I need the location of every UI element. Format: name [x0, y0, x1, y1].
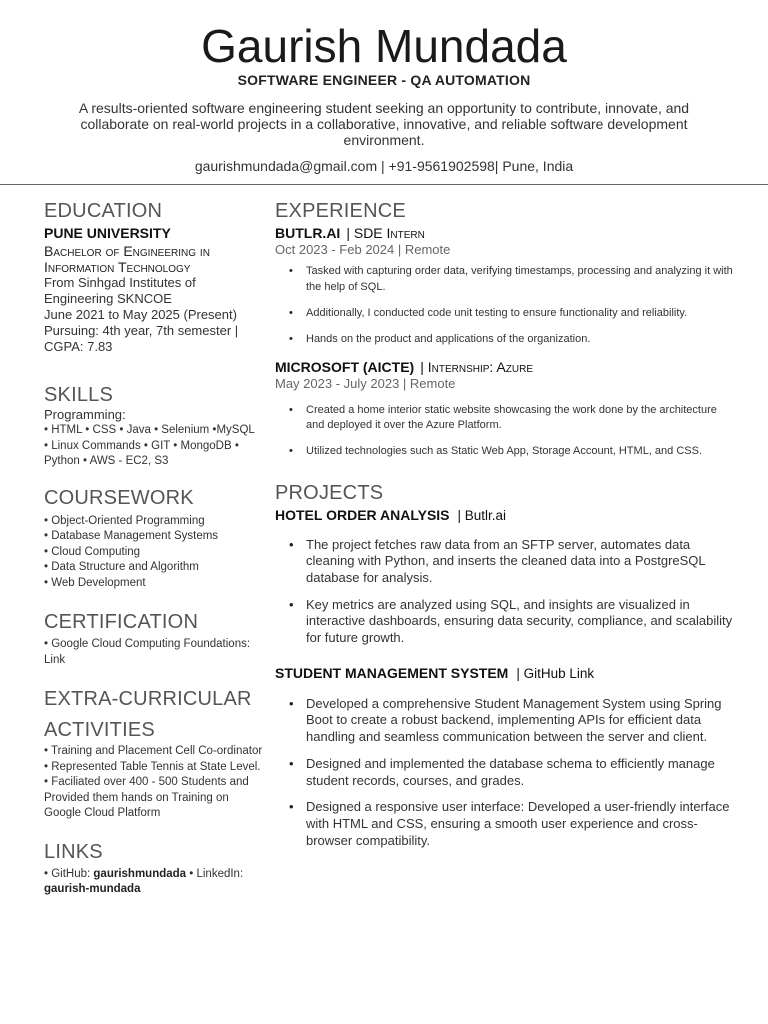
coursework-item: • Data Structure and Algorithm [44, 561, 199, 573]
education-section [44, 198, 266, 355]
skills-line: Python • AWS - EC2, S3 [44, 455, 169, 467]
experience-heading: EXPERIENCE [275, 200, 406, 222]
education-status: Pursuing: 4th year, 7th semester | CGPA: 7.83 [44, 323, 239, 354]
links-heading: LINKS [44, 840, 103, 863]
right-column [275, 198, 735, 859]
project-bullet: • Designed and implemented the database schema to efficiently manage student records, courses, and grades. [289, 756, 735, 789]
job-bullets [289, 264, 735, 347]
experience-section [275, 198, 735, 460]
activity-item: • Faciliated over 400 - 500 Students and Provided them hands on Training on Google Cloud Platform [44, 776, 249, 819]
coursework-item: • Cloud Computing [44, 545, 141, 558]
skills-label: Programming: [44, 407, 126, 422]
job-org: MICROSOFT (AICTE) [275, 358, 415, 375]
certification-heading: CERTIFICATION [44, 611, 199, 633]
institute-name: From Sinhgad Institutes of Engineering SKNCOE [44, 275, 196, 306]
job-entry [275, 224, 735, 347]
job-org: BUTLR.AI [275, 225, 341, 241]
certification-text: • Google Cloud Computing Foundations: [44, 638, 251, 650]
job-bullet: • Additionally, I conducted code unit testing to ensure functionality and reliability. [289, 306, 735, 322]
job-meta: Oct 2023 - Feb 2024 | Remote [275, 242, 451, 257]
certification-link[interactable]: Link [44, 653, 66, 666]
github-label: • GitHub: [44, 867, 94, 880]
linkedin-label: • LinkedIn: [186, 867, 244, 880]
project-entry [275, 506, 735, 647]
job-bullet: • Utilized technologies such as Static Web App, Storage Account, HTML, and CSS. [289, 444, 735, 460]
candidate-name: Gaurish Mundada [201, 20, 567, 72]
project-bullet: • Developed a comprehensive Student Management System using Spring Boot to create a robust backend, implementing APIs for efficient data handling and seamless communication between the server and client. [289, 696, 735, 746]
project-name: HOTEL ORDER ANALYSIS [275, 506, 450, 523]
job-bullet: • Hands on the product and applications of the organization. [289, 332, 735, 348]
project-bullets [289, 537, 735, 647]
degree-name: Bachelor of Engineering in Information Technology [44, 243, 210, 275]
header-divider [0, 184, 768, 185]
project-link[interactable]: | Butlr.ai [457, 507, 507, 523]
activity-item: • Training and Placement Cell Co-ordinator [44, 745, 263, 757]
skills-section [44, 382, 266, 470]
job-bullet: • Tasked with capturing order data, verifying timestamps, processing and analyzing it with the help of SQL. [289, 264, 735, 295]
job-header [275, 358, 735, 376]
project-name: STUDENT MANAGEMENT SYSTEM [275, 664, 509, 681]
job-title: SOFTWARE ENGINEER - QA AUTOMATION [237, 72, 531, 88]
skills-line: • Linux Commands • GIT • MongoDB • [44, 439, 239, 452]
job-entry [275, 358, 735, 460]
job-bullet: • Created a home interior static website showcasing the work done by the architecture and deployed it over the Azure Platform. [289, 403, 735, 434]
project-bullet: • Designed a responsive user interface: Developed a user-friendly interface with HTML and CSS, ensuring a smooth user experience and cross-browser compatibility. [289, 799, 735, 849]
project-bullet: • The project fetches raw data from an SFTP server, automates data cleaning with Python, and inserts the cleaned data into a PostgreSQL database for analysis. [289, 537, 735, 587]
coursework-section [44, 485, 266, 592]
job-meta: May 2023 - July 2023 | Remote [275, 375, 456, 391]
project-bullet: • Key metrics are analyzed using SQL, and insights are visualized in interactive dashboards, ensuring data security, compliance, and scalability for future growth. [289, 597, 735, 647]
extra-curricular-heading-2: ACTIVITIES [44, 719, 155, 741]
project-link[interactable]: | GitHub Link [516, 665, 595, 681]
contact-line: gaurishmundada@gmail.com | +91-9561902598| Pune, India [194, 158, 574, 174]
certification-section [44, 609, 266, 668]
activity-item: • Represented Table Tennis at State Level. [44, 760, 261, 773]
project-bullets [289, 696, 735, 850]
skills-line: • HTML • CSS • Java • Selenium •MySQL [44, 424, 255, 436]
job-header [275, 224, 735, 242]
project-header [275, 664, 735, 683]
coursework-item: • Web Development [44, 576, 146, 589]
coursework-item: • Object-Oriented Programming [44, 514, 205, 527]
summary-text: A results-oriented software engineering student seeking an opportunity to contribute, innovate, and collaborate on real-world projects in a collaborative, innovative, and reliable software development environment. [78, 100, 690, 148]
coursework-heading: COURSEWORK [44, 486, 194, 509]
projects-heading: PROJECTS [275, 481, 384, 504]
university-name: PUNE UNIVERSITY [44, 225, 171, 241]
project-entry [275, 664, 735, 850]
education-dates: June 2021 to May 2025 (Present) [44, 307, 237, 322]
job-bullets [289, 403, 735, 460]
projects-section [275, 480, 735, 850]
links-section [44, 839, 266, 898]
linkedin-link[interactable]: gaurish-mundada [44, 883, 141, 895]
extra-curricular-section [44, 686, 266, 822]
coursework-item: • Database Management Systems [44, 530, 219, 542]
github-link[interactable]: gaurishmundada [93, 867, 187, 880]
links-text [44, 867, 266, 883]
project-header [275, 506, 735, 525]
resume-header [0, 0, 768, 174]
left-column [44, 198, 266, 898]
extra-curricular-heading: EXTRA-CURRICULAR [44, 688, 252, 710]
skills-heading: SKILLS [44, 384, 114, 406]
job-role: | Internship: Azure [420, 358, 533, 375]
education-heading: EDUCATION [44, 200, 163, 222]
job-role: | SDE Intern [346, 225, 425, 241]
